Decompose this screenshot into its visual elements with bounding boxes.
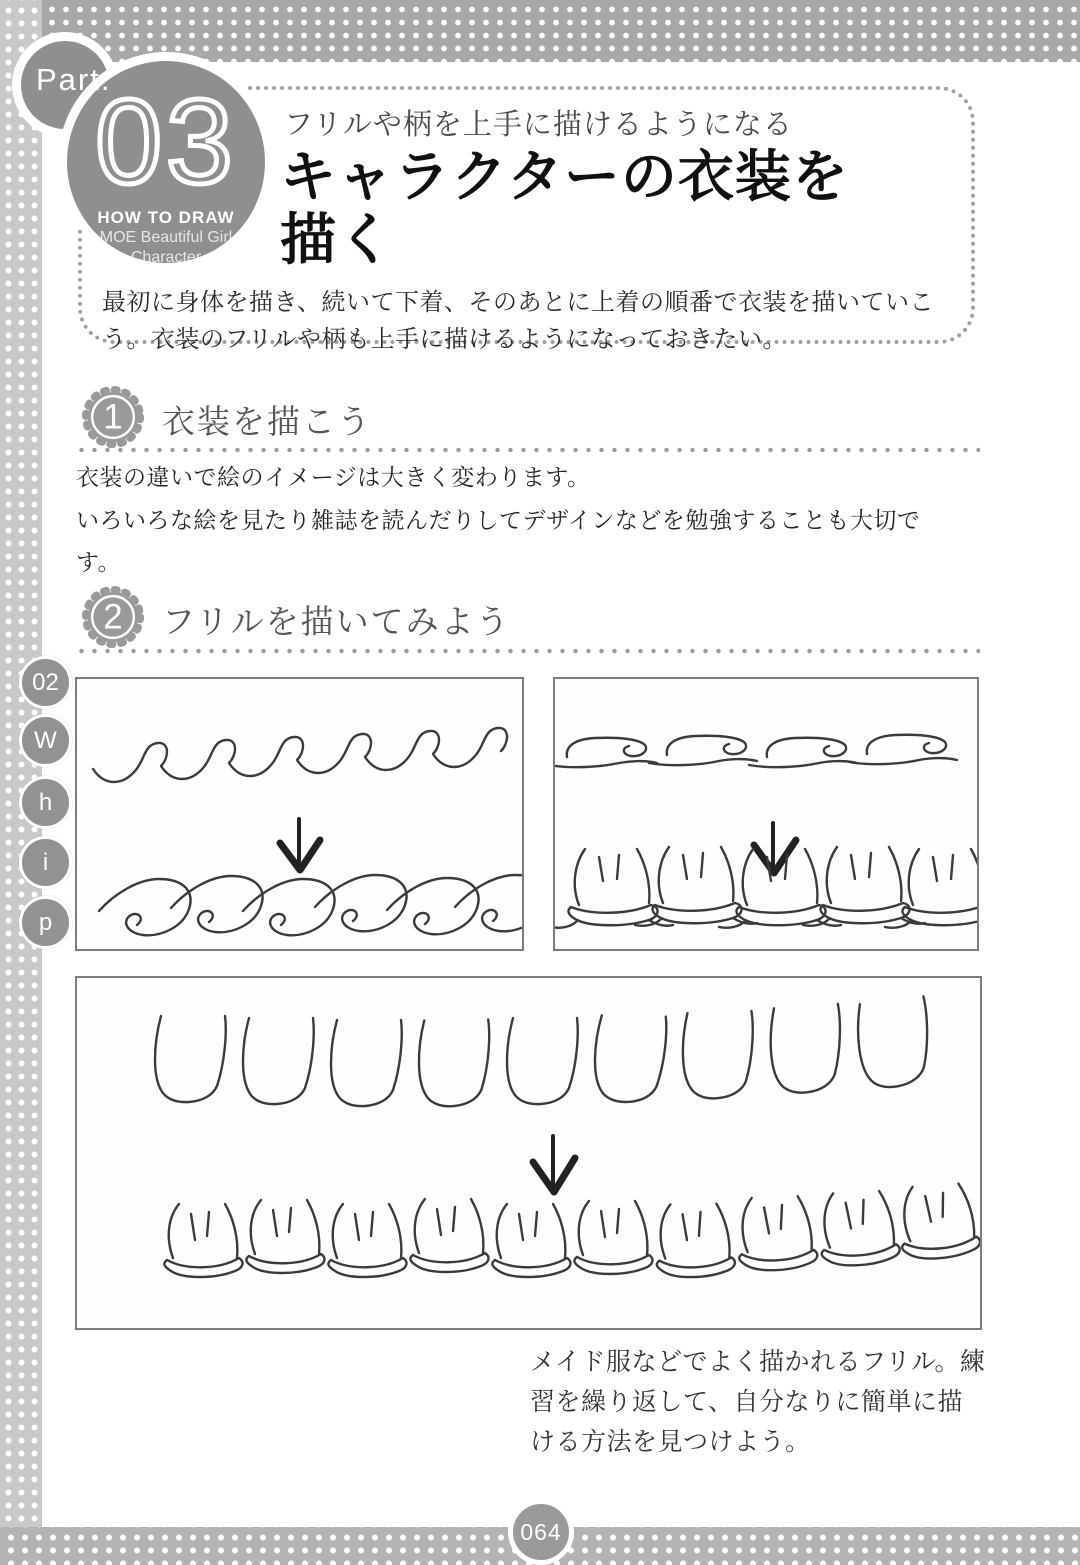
figure-caption: メイド服などでよく描かれるフリル。練習を繰り返して、自分なりに簡単に描ける方法を見つけよう。 <box>530 1348 986 1456</box>
part-label: Part. <box>36 62 112 97</box>
part-number: 03 <box>95 75 237 209</box>
maid-frill-sketch <box>77 978 980 1328</box>
sketch-panel-maid-frill <box>75 976 982 1330</box>
rolled-frill-row <box>99 875 522 935</box>
sketch-panel-curly-frill <box>75 677 524 951</box>
part-badge-line1: HOW TO DRAW <box>97 208 235 228</box>
section-2-number: 2 <box>103 597 123 637</box>
side-tab-letter-i: i <box>19 836 72 889</box>
section-1-heading: 衣装を描こう <box>162 403 372 440</box>
section-1-body-line2: いろいろな絵を見たり雑誌を読んだりしてデザインなどを勉強することも大切です。 <box>76 506 921 576</box>
wavy-line <box>93 728 507 782</box>
section-2-dotted-rule <box>75 648 980 654</box>
page-title <box>280 146 849 271</box>
maid-frill-row <box>164 1182 980 1277</box>
part-badge-line3: Character <box>130 249 202 267</box>
down-arrow-icon <box>533 1136 575 1192</box>
down-arrow-icon <box>754 823 796 873</box>
section-1-number-badge <box>80 384 146 450</box>
section-1-dotted-rule <box>75 447 980 453</box>
section-1-body-line1: 衣装の違いで絵のイメージは大きく変わります。 <box>76 464 591 490</box>
square-frill-sketch <box>555 679 977 949</box>
square-wave-row <box>555 735 957 767</box>
intro-text: 最初に身体を描き、続いて下着、そのあとに上着の順番で衣装を描いていこう。衣装のフリルや柄も上手に描けるようになっておきたい。 <box>102 289 935 354</box>
page-number-badge: 064 <box>508 1499 574 1565</box>
down-arrow-icon <box>280 819 320 870</box>
page-subtitle: フリルや柄を上手に描けるようになる <box>284 109 793 141</box>
page-title-line2: 描く <box>280 207 394 271</box>
page-title-line1: キャラクターの衣装を <box>280 145 849 208</box>
side-tab-letter-h: h <box>19 776 72 829</box>
section-2-number-badge <box>80 584 146 650</box>
section-1-number: 1 <box>103 397 123 437</box>
section-1-body <box>76 456 956 584</box>
curly-frill-sketch <box>77 679 522 949</box>
sketch-panel-square-frill <box>553 677 979 951</box>
side-tab-letter-w: W <box>19 714 72 767</box>
cup-shape-row <box>155 996 935 1106</box>
side-tab-letter-p: p <box>19 896 72 949</box>
section-2-heading: フリルを描いてみよう <box>162 603 511 640</box>
part-badge-line2: MOE Beautiful Girl <box>99 229 233 247</box>
side-tab-chapter: 02 <box>19 656 72 709</box>
